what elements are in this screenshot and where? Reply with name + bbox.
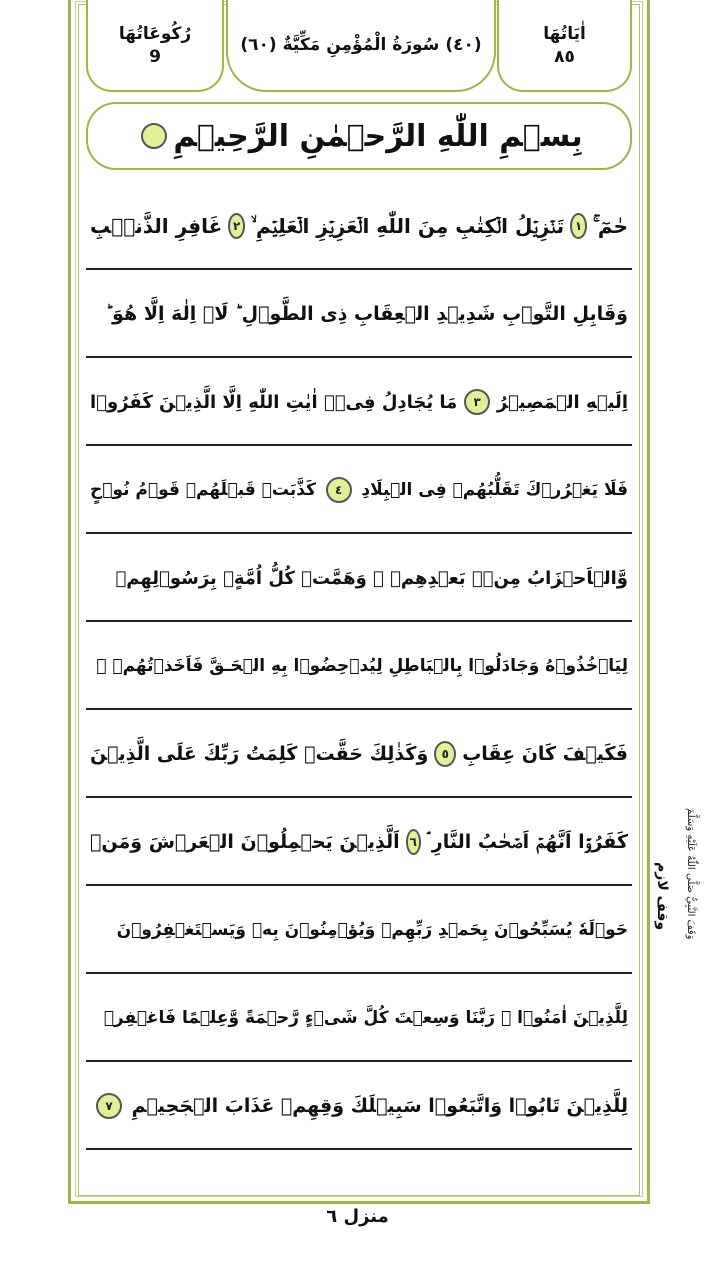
line-11-segment-1: لِلَّذِيۡنَ تَابُوۡا وَاتَّبَعُوۡا سَبِيۡلَكَ وَقِهِمۡ عَذَابَ الۡجَحِيۡمِ xyxy=(131,1095,628,1117)
surah-title: (٤٠) سُورَةُ الْمُؤْمِنِ مَكِّيَّةٌ (٦٠) xyxy=(240,35,482,55)
verse-line-3 xyxy=(86,360,632,446)
ruku-count-box xyxy=(86,0,224,92)
bismillah-end-mark xyxy=(141,123,167,149)
ayah-number-4: ٤ xyxy=(326,477,352,503)
line-7-segment-2: وَكَذٰلِكَ حَقَّتۡ كَلِمَتُ رَبِّكَ عَلَى الَّذِيۡنَ xyxy=(90,743,429,765)
verse-line-9 xyxy=(86,888,632,974)
line-2-segment-1: وَقَابِلِ التَّوۡبِ شَدِيۡدِ الۡعِقَابِ ذِى الطَّوۡلِ ؕ لَاۤ اِلٰهَ اِلَّا هُوَ ؕ xyxy=(105,303,628,325)
ayat-label: اٰيَاتُهَا xyxy=(543,24,586,44)
line-8-segment-1: كَفَرُوۡۤا اَنَّهُمۡ اَصۡحٰبُ النَّارِ ۘ xyxy=(427,831,628,853)
ayah-number-5: ٥ xyxy=(434,741,456,767)
manzil-footer: منزل ٦ xyxy=(326,1206,389,1227)
line-1-segment-2: تَنۡزِيۡلُ الۡكِتٰبِ مِنَ اللّٰهِ الۡعَزِيۡزِ الۡعَلِيۡمِ ۙ xyxy=(251,214,565,238)
bismillah-banner xyxy=(86,102,632,170)
ruku-label: رُکُوعَاتُهَا xyxy=(118,24,192,44)
verse-line-8 xyxy=(86,800,632,886)
surah-title-box xyxy=(226,0,496,92)
line-8-segment-2: اَلَّذِيۡنَ يَحۡمِلُوۡنَ الۡعَرۡشَ وَمَنۡ xyxy=(90,831,400,853)
waqf-lazim-marker: وقف لازم xyxy=(654,862,670,931)
verse-line-7 xyxy=(86,712,632,798)
line-3-segment-2: مَا يُجَادِلُ فِىۡۤ اٰيٰتِ اللّٰهِ اِلَّا الَّذِيۡنَ كَفَرُوۡا xyxy=(90,391,458,413)
verse-line-6 xyxy=(86,624,632,710)
line-3-segment-1: اِلَيۡهِ الۡمَصِيۡرُ xyxy=(496,391,628,413)
verse-line-10 xyxy=(86,976,632,1062)
verse-line-4 xyxy=(86,448,632,534)
line-1-segment-3: غَافِرِ الذَّنۡۢبِ xyxy=(90,214,223,238)
ayah-number-2: ٢ xyxy=(228,213,245,239)
verse-line-2 xyxy=(86,272,632,358)
line-1-segment-1: حٰمٓ ۚ xyxy=(592,214,628,238)
ayat-count-box xyxy=(497,0,632,92)
bismillah-text: بِسۡمِ اللّٰهِ الرَّحۡمٰنِ الرَّحِيۡمِ xyxy=(173,118,583,154)
ruku-number: 9 xyxy=(149,47,161,67)
line-7-segment-1: فَكَيۡفَ كَانَ عِقَابِ xyxy=(462,743,628,765)
verse-line-5 xyxy=(86,536,632,622)
ayah-number-1: ١ xyxy=(570,213,587,239)
verse-line-11 xyxy=(86,1064,632,1150)
line-4-segment-1: فَلَا يَغۡرُرۡكَ تَقَلُّبُهُمۡ فِى الۡبِلَادِ xyxy=(361,480,628,500)
verse-line-1 xyxy=(86,184,632,270)
line-6-segment-1: لِيَاۡخُذُوۡهُ وَجَادَلُوۡا بِالۡبَاطِلِ لِيُدۡحِضُوۡا بِهِ الۡحَـقَّ فَاَخَذۡتُهُمۡ ۗ xyxy=(96,656,628,676)
ayah-number-7: ٧ xyxy=(96,1093,122,1119)
line-9-segment-1: حَوۡلَهٗ يُسَبِّحُوۡنَ بِحَمۡدِ رَبِّهِمۡ وَيُؤۡمِنُوۡنَ بِهٖ وَيَسۡتَغۡفِرُوۡنَ xyxy=(116,920,628,940)
margin-annotation: وَقَفَ النَّبِيُّ صَلَّى اللّٰهُ عَلَيْهِ وَسَلَّمَ xyxy=(685,808,696,940)
ayah-number-6: ٦ xyxy=(406,829,421,855)
line-10-segment-1: لِلَّذِيۡنَ اٰمَنُوۡا ۚ رَبَّنَا وَسِعۡتَ كُلَّ شَىۡءٍ رَّحۡمَةً وَّعِلۡمًا فَاغۡفِرۡ xyxy=(103,1008,628,1028)
line-4-segment-2: كَذَّبَتۡ قَبۡلَهُمۡ قَوۡمُ نُوۡحٍ xyxy=(90,480,316,500)
ayat-number: ٨٥ xyxy=(554,47,575,67)
ayah-number-3: ٣ xyxy=(464,389,490,415)
line-5-segment-1: وَّالۡاَحۡزَابُ مِنۡۢ بَعۡدِهِمۡ ۖ وَهَمَّتۡ كُلُّ اُمَّةٍۢ بِرَسُوۡلِهِمۡ xyxy=(115,567,628,589)
